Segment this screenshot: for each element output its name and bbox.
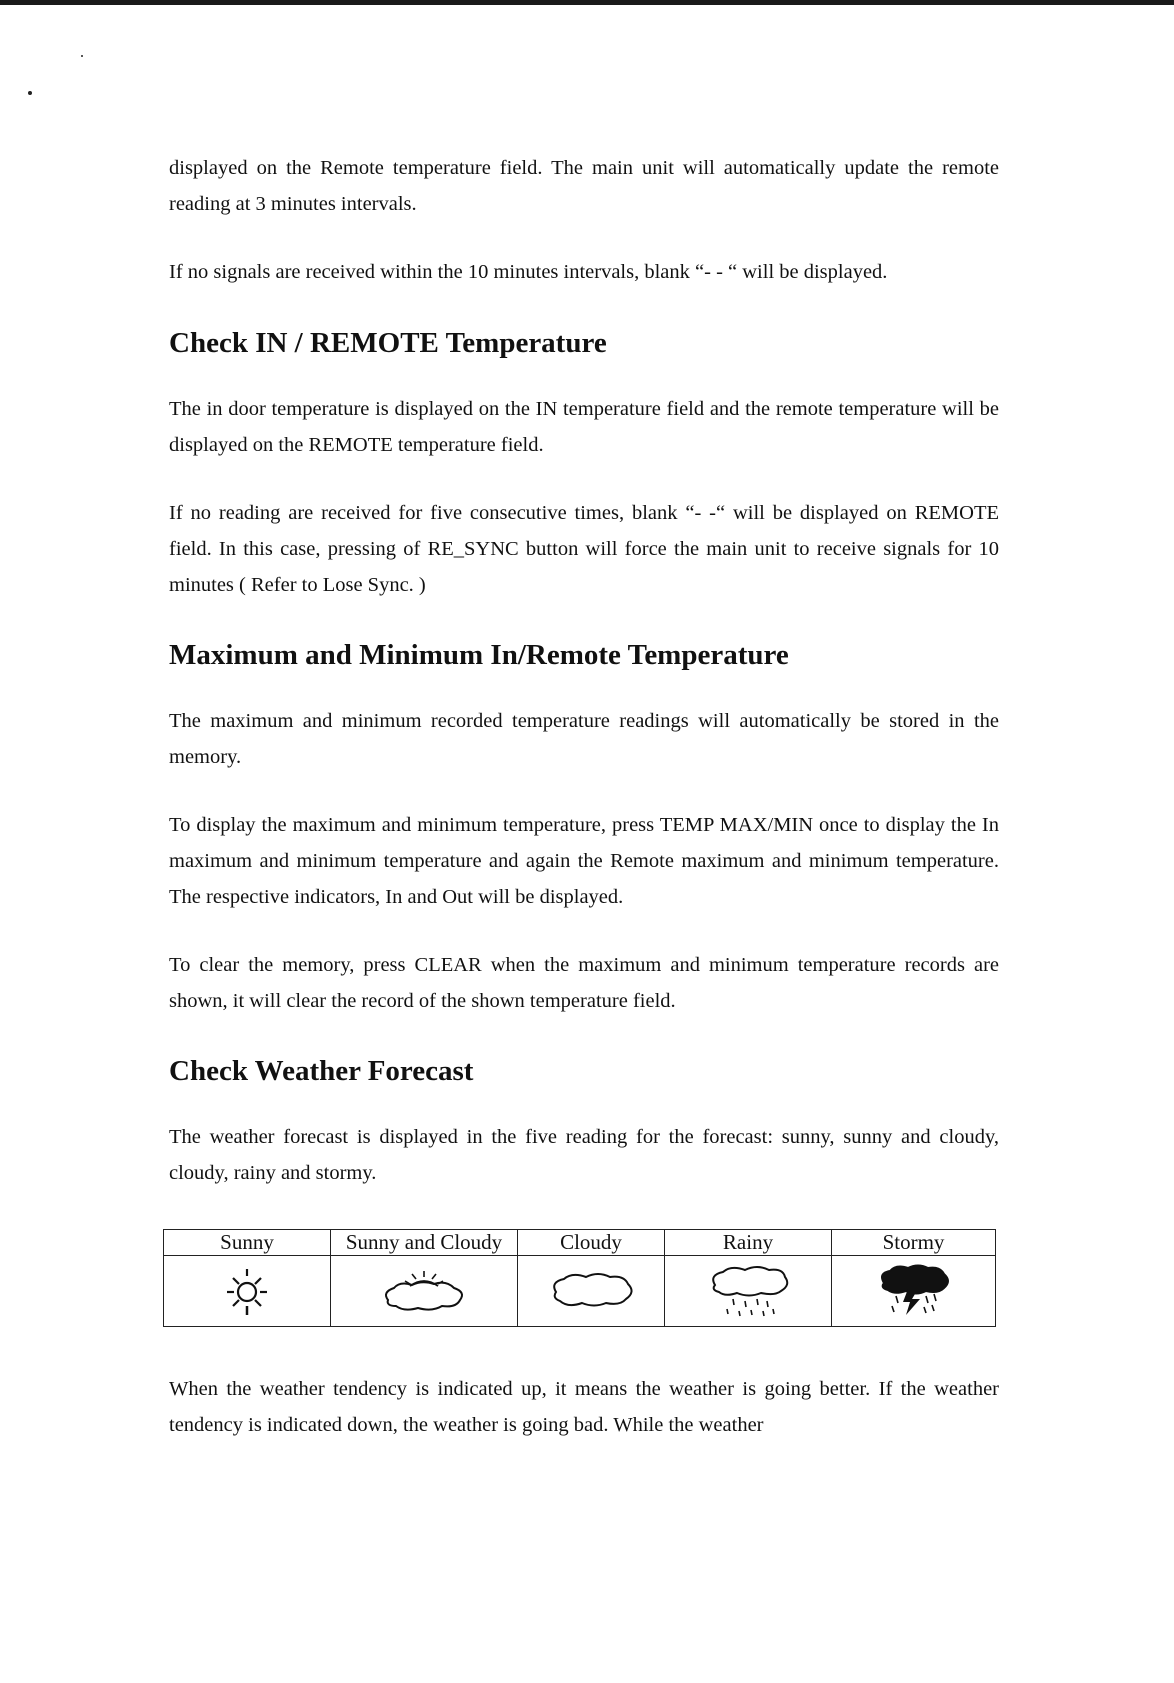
cell-rainy [665, 1256, 832, 1327]
cell-sunny-and-cloudy [331, 1256, 518, 1327]
section-title-forecast: Check Weather Forecast [169, 1055, 474, 1087]
page-content [169, 150, 999, 1443]
rain-cloud-icon [703, 1263, 793, 1319]
header-rainy: Rainy [665, 1230, 832, 1256]
header-cloudy: Cloudy [518, 1230, 665, 1256]
header-sunny: Sunny [164, 1230, 331, 1256]
header-sunny-and-cloudy: Sunny and Cloudy [331, 1230, 518, 1256]
cell-sunny [164, 1256, 331, 1327]
max-min-paragraph-3: To clear the memory, press CLEAR when the maximum and minimum temperature records are shown, it will clear the record of the shown temperature field. [169, 954, 999, 1012]
forecast-table-header-row [164, 1230, 996, 1256]
cell-stormy [832, 1256, 996, 1327]
section-title-max-min: Maximum and Minimum In/Remote Temperature [169, 639, 789, 671]
forecast-closing-paragraph: When the weather tendency is indicated up, it means the weather is going better. If the weather tendency is indicated down, the weather is going bad. While the weather [169, 1378, 999, 1436]
section-title-check-in-remote: Check IN / REMOTE Temperature [169, 327, 607, 359]
max-min-paragraph-2: To display the maximum and minimum temperature, press TEMP MAX/MIN once to display the In maximum and minimum temperature and again the Remote maximum and minimum temperature. The respective indicators, In and Out will be displayed. [169, 814, 999, 908]
sun-cloud-icon [376, 1266, 472, 1316]
header-stormy: Stormy [832, 1230, 996, 1256]
scan-speck [28, 91, 32, 95]
storm-cloud-icon [874, 1263, 954, 1319]
scan-speck [81, 55, 83, 57]
intro-paragraph-1: displayed on the Remote temperature field. The main unit will automatically update the remote reading at 3 minutes intervals. [169, 157, 999, 215]
cloud-icon [546, 1268, 636, 1314]
check-in-remote-paragraph-1: The in door temperature is displayed on the IN temperature field and the remote temperature will be displayed on the REMOTE temperature field. [169, 398, 999, 456]
sun-icon [225, 1266, 269, 1316]
forecast-table-icon-row [164, 1256, 996, 1327]
intro-paragraph-2: If no signals are received within the 10 minutes intervals, blank “- - “ will be displayed. [169, 261, 888, 283]
check-in-remote-paragraph-2: If no reading are received for five consecutive times, blank “- -“ will be displayed on REMOTE field. In this case, pressing of RE_SYNC button will force the main unit to receive signals for 10 minutes ( Refer to Lose Sync. ) [169, 502, 999, 596]
forecast-paragraph-1: The weather forecast is displayed in the five reading for the forecast: sunny, sunny and cloudy, cloudy, rainy and stormy. [169, 1126, 999, 1184]
max-min-paragraph-1: The maximum and minimum recorded temperature readings will automatically be stored in the memory. [169, 710, 999, 768]
forecast-table [163, 1229, 996, 1327]
cell-cloudy [518, 1256, 665, 1327]
top-rule [0, 0, 1174, 5]
